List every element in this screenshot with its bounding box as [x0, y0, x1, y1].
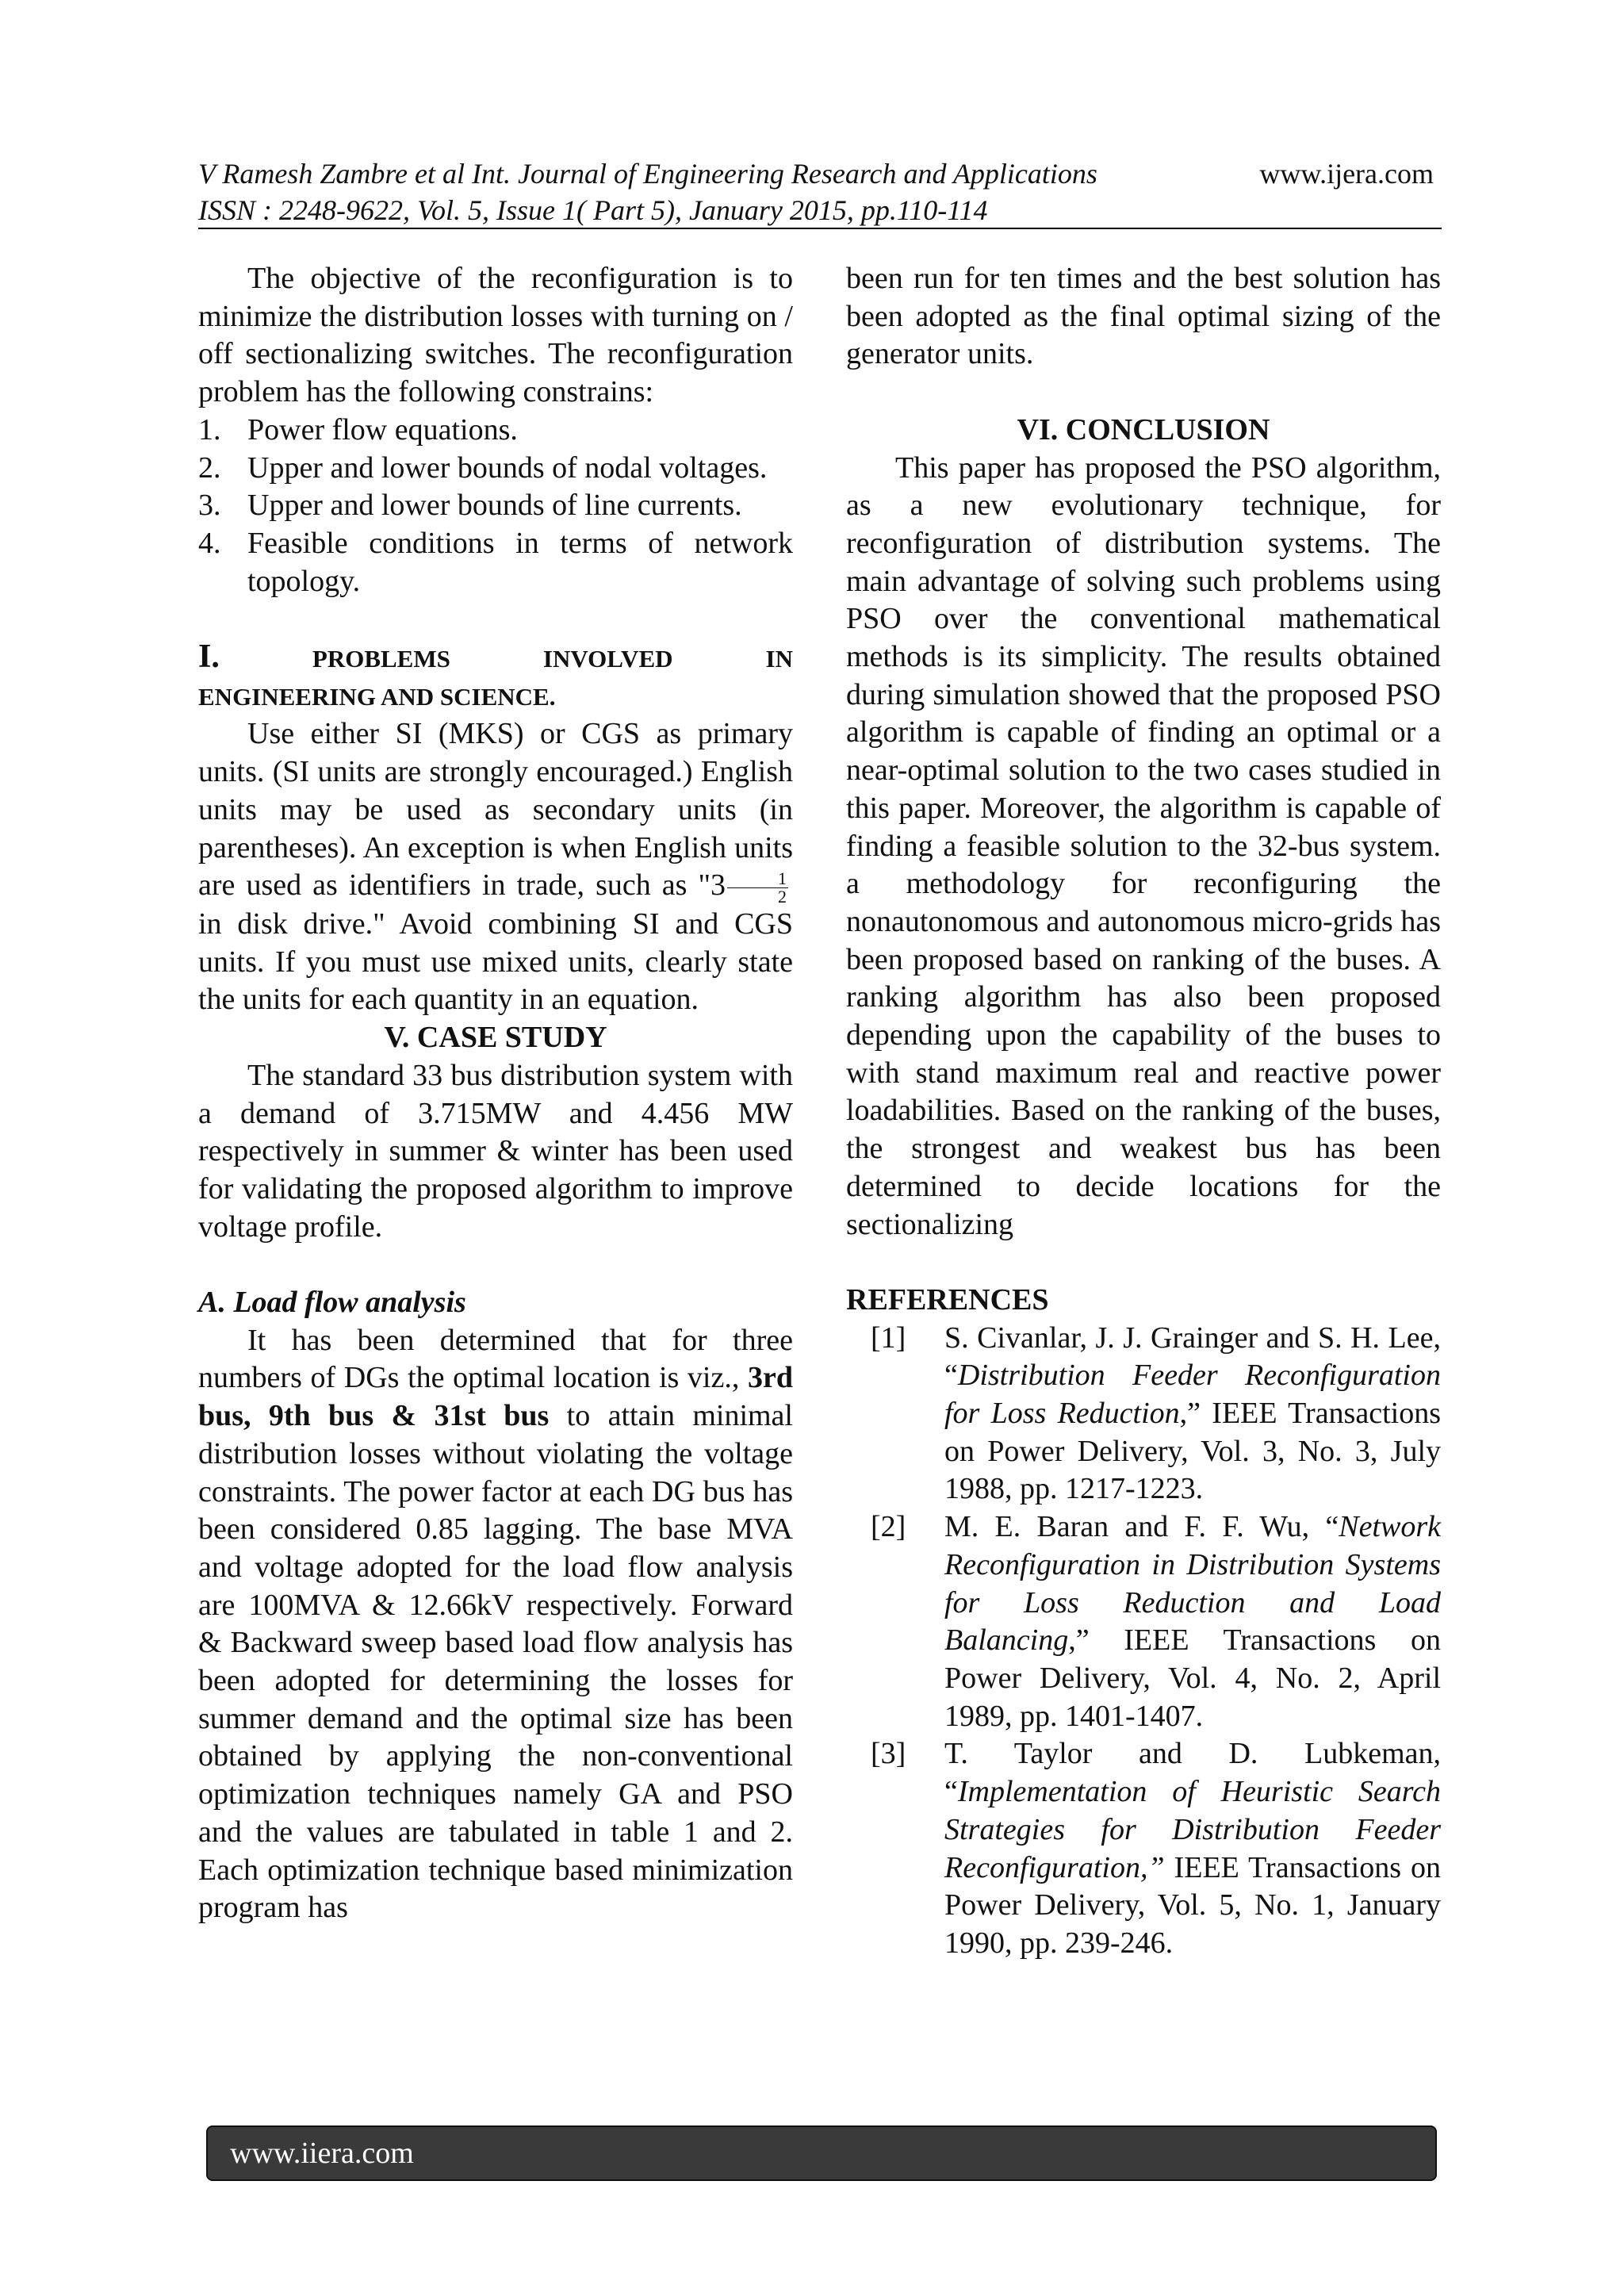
header-issn: ISSN : 2248-9622, Vol. 5, Issue 1( Part 5), January 2015, pp.110-114	[198, 194, 988, 226]
case-study-text: The standard 33 bus distribution system with a demand of 3.715MW and 4.456 MW respectively in summer & winter has been used for validating the proposed algorithm to improve voltage profile.	[198, 1058, 793, 1244]
header-website: www.ijera.com	[1259, 158, 1434, 190]
conclusion-text: This paper has proposed the PSO algorithm, as a new evolutionary technique, for reconfiguration of distribution systems. The main advantage of solving such problems using PSO over the conventional mathematical methods is its simplicity. The results obtained during simulation showed that the proposed PSO algorithm is capable of finding an optimal or a near-optimal solution to the two cases studied in this paper. Moreover, the algorithm is capable of finding a feasible solution to the 32-bus system. a methodology for reconfiguring the nonautonomous and autonomous micro-grids has been proposed based on ranking of the buses. A ranking algorithm has also been proposed depending upon the capability of the buses to with stand maximum real and reactive power loadabilities. Based on the ranking of the buses, the strongest and weakest bus has been determined to decide locations for the sectionalizing	[846, 450, 1441, 1241]
reconfiguration-intro: The objective of the reconfiguration is to minimize the distribution losses with turning on / off sectionalizing switches. The reconfiguration problem has the following constrains:	[198, 262, 793, 409]
conclusion-heading: VI. CONCLUSION	[1017, 412, 1270, 447]
header-rule	[198, 228, 1442, 229]
list-item: 1. Power flow equations.	[198, 412, 518, 447]
constraints-list	[198, 412, 793, 601]
problems-heading-roman: I.	[198, 638, 220, 676]
left-column	[198, 260, 793, 1927]
units-paragraph: Use either SI (MKS) or CGS as primary units. (SI units are strongly encouraged.) English units may be used as secondary units (in parentheses). An exception is when English units are used as identifiers in trade, such as "3 $\frac{1}{2}$ in disk drive." Avoid combining SI and CGS units. If you must use mixed units, clearly state the units for each quantity in an equation.	[198, 717, 793, 1017]
fraction-one-half: $\frac{1}{2}$	[727, 870, 788, 906]
references-heading: REFERENCES	[846, 1282, 1049, 1317]
references-list	[846, 1320, 1441, 1963]
footer-website: www.iiera.com	[230, 2137, 414, 2170]
running-header	[198, 155, 1442, 228]
list-item: 2. Upper and lower bounds of nodal voltages.	[198, 450, 768, 485]
footer-bar	[206, 2125, 1437, 2181]
reference-item: [3] T. Taylor and D. Lubkeman, “Implementation of Heuristic Search Strategies for Distribution Feeder Reconfiguration,” IEEE Transactions on Power Delivery, Vol. 5, No. 1, January 1990, pp. 239-246.	[871, 1737, 1441, 1960]
list-item: 4. Feasible conditions in terms of network topology.	[198, 526, 793, 598]
reference-item: [2] M. E. Baran and F. F. Wu, “Network Reconfiguration in Distribution Systems for Loss Reduction and Load Balancing,” IEEE Transactions on Power Delivery, Vol. 4, No. 2, April 1989, pp. 1401-1407.	[871, 1510, 1441, 1733]
load-flow-heading: A. Load flow analysis	[198, 1286, 466, 1320]
reference-item: [1] S. Civanlar, J. J. Grainger and S. H. Lee, “Distribution Feeder Reconfiguration for Loss Reduction,” IEEE Transactions on Power Delivery, Vol. 3, No. 3, July 1988, pp. 1217-1223.	[871, 1320, 1441, 1506]
problems-heading: I. PROBLEMS INVOLVED IN	[198, 638, 793, 676]
list-item: 3. Upper and lower bounds of line currents.	[198, 489, 742, 523]
header-line-1	[198, 155, 1442, 192]
problems-heading-line-2: ENGINEERING AND SCIENCE.	[198, 682, 556, 711]
dg-bus-locations: 3rd bus, 9th bus & 31st bus	[198, 1361, 793, 1433]
continued-text: been run for ten times and the best solution has been adopted as the final optimal sizing of the generator units.	[846, 262, 1441, 371]
journal-citation: V Ramesh Zambre et al Int. Journal of Engineering Research and Applications	[198, 158, 1097, 190]
load-flow-text: It has been determined that for three numbers of DGs the optimal location is viz., 3rd bus, 9th bus & 31st bus to attain minimal distribution losses without violating the voltage constraints. The power factor at each DG bus has been considered 0.85 lagging. The base MVA and voltage adopted for the load flow analysis are 100MVA & 12.66kV respectively. Forward & Backward sweep based load flow analysis has been adopted for determining the losses for summer demand and the optimal size has been obtained by applying the non-conventional optimization techniques namely GA and PSO and the values are tabulated in table 1 and 2. Each optimization technique based minimization program has	[198, 1323, 793, 1925]
right-column	[846, 260, 1441, 1963]
case-study-heading: V. CASE STUDY	[384, 1021, 607, 1055]
